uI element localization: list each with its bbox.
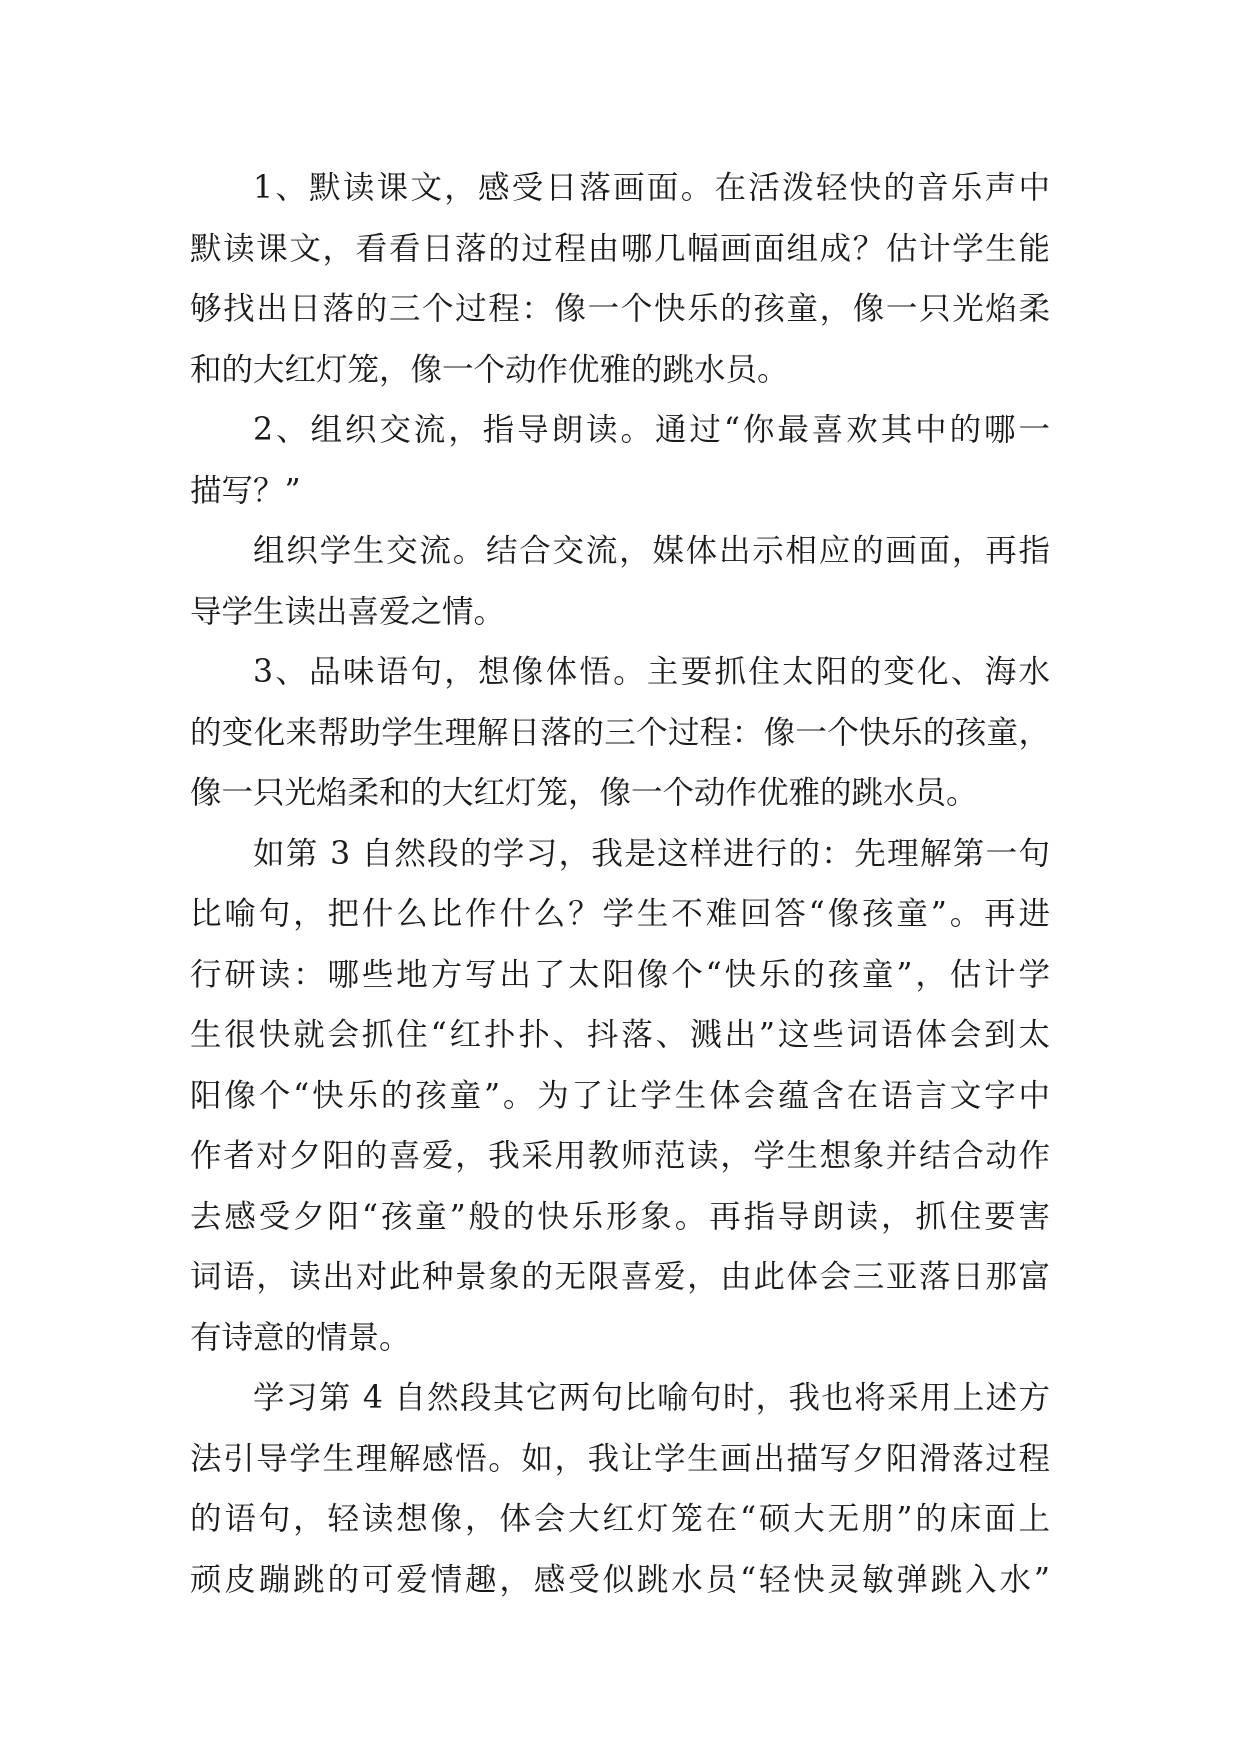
text-line: 的变化来帮助学生理解日落的三个过程：像一个快乐的孩童，	[190, 714, 1050, 751]
text-line: 导学生读出喜爱之情。	[190, 593, 506, 630]
text-line: 描写？”	[190, 472, 301, 509]
text-line: 行研读：哪些地方写出了太阳像个“快乐的孩童”，估计学	[190, 956, 1050, 993]
text-line: 3、品味语句，想像体悟。主要抓住太阳的变化、海水	[253, 654, 1050, 690]
text-line: 的语句，轻读想像，体会大红灯笼在“硕大无朋”的床面上	[190, 1501, 1050, 1537]
text-line: 学习第 4 自然段其它两句比喻句时，我也将采用上述方	[253, 1380, 1050, 1416]
text-line: 生很快就会抓住“红扑扑、抖落、溅出”这些词语体会到太	[190, 1017, 1050, 1053]
text-line: 默读课文，看看日落的过程由哪几幅画面组成？估计学生能	[190, 230, 1050, 267]
document-body	[190, 158, 1050, 1610]
text-line: 词语，读出对此种景象的无限喜爱，由此体会三亚落日那富	[190, 1259, 1050, 1295]
text-line: 1、默读课文，感受日落画面。在活泼轻快的音乐声中	[253, 170, 1050, 206]
text-line: 阳像个“快乐的孩童”。为了让学生体会蕴含在语言文字中	[190, 1077, 1050, 1114]
text-line: 像一只光焰柔和的大红灯笼，像一个动作优雅的跳水员。	[190, 775, 978, 811]
text-line: 顽皮蹦跳的可爱情趣，感受似跳水员“轻快灵敏弹跳入水”	[190, 1561, 1050, 1598]
text-line: 如第 3 自然段的学习，我是这样进行的：先理解第一句	[253, 835, 1050, 872]
text-line: 作者对夕阳的喜爱，我采用教师范读，学生想象并结合动作	[190, 1138, 1050, 1174]
text-line: 2、组织交流，指导朗读。通过“你最喜欢其中的哪一	[253, 412, 1050, 448]
text-line: 和的大红灯笼，像一个动作优雅的跳水员。	[190, 351, 789, 388]
text-line: 去感受夕阳“孩童”般的快乐形象。再指导朗读，抓住要害	[190, 1198, 1050, 1235]
text-line: 有诗意的情景。	[190, 1319, 411, 1356]
text-line: 比喻句，把什么比作什么？学生不难回答“像孩童”。再进	[190, 896, 1050, 932]
text-line: 够找出日落的三个过程：像一个快乐的孩童，像一只光焰柔	[190, 291, 1050, 327]
text-line: 组织学生交流。结合交流，媒体出示相应的画面，再指	[253, 533, 1050, 569]
text-line: 法引导学生理解感悟。如，我让学生画出描写夕阳滑落过程	[190, 1440, 1050, 1477]
